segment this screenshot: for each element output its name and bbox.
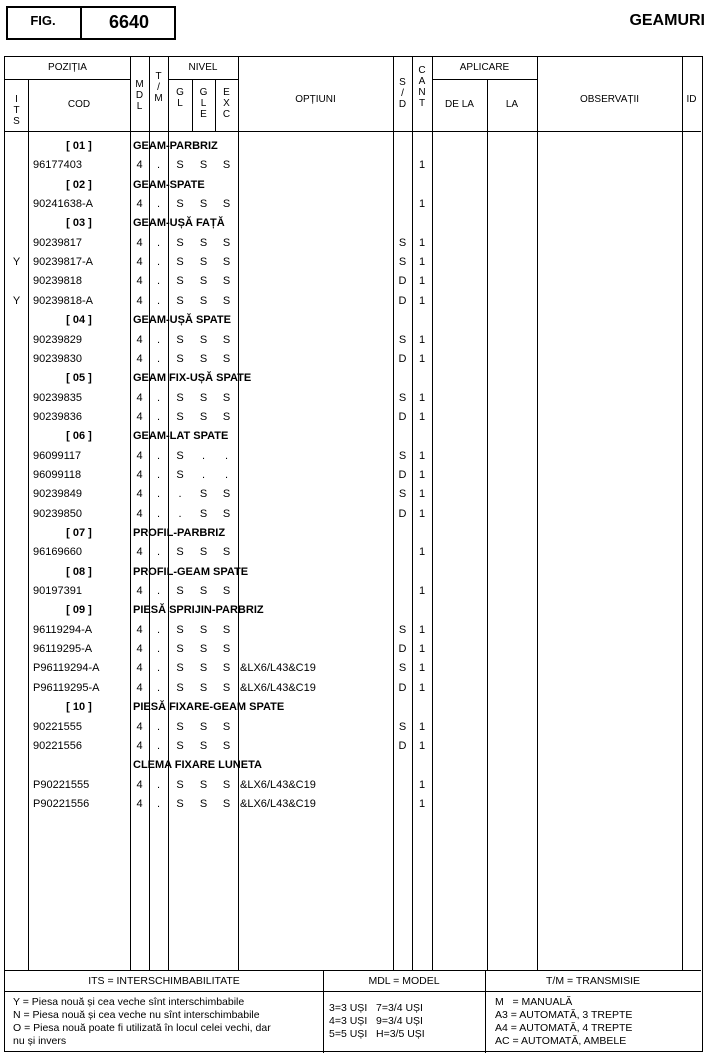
gl-cell: S <box>176 449 184 462</box>
gl-cell: S <box>176 546 184 559</box>
cant-cell: 1 <box>418 236 426 249</box>
header-its: I T S <box>13 94 20 127</box>
cod-cell: P90221556 <box>33 797 90 810</box>
mdl-cell: 4 <box>136 449 143 462</box>
gle-cell: S <box>199 352 208 365</box>
cod-cell: 90221556 <box>33 739 82 752</box>
mdl-cell: 4 <box>136 159 143 172</box>
group-title: GEAM-LAT SPATE <box>133 430 229 443</box>
header-la: LA <box>505 99 519 110</box>
its-cell: Y <box>12 256 21 269</box>
optiuni-cell: &LX6/L43&C19 <box>240 797 316 810</box>
cod-cell: 90239829 <box>33 333 82 346</box>
cod-cell: 90239817-A <box>33 256 93 269</box>
mdl-cell: 4 <box>136 585 143 598</box>
sd-cell: S <box>398 391 407 404</box>
tm-cell: . <box>156 198 161 211</box>
cant-cell: 1 <box>418 159 426 172</box>
sd-cell: D <box>398 739 407 752</box>
sd-cell: S <box>398 623 407 636</box>
group-title: CLEMA FIXARE LUNETA <box>133 759 262 772</box>
tm-cell: . <box>156 275 161 288</box>
mdl-cell: 4 <box>136 739 143 752</box>
sd-cell: D <box>398 643 407 656</box>
sd-cell: S <box>398 662 407 675</box>
tm-cell: . <box>156 391 161 404</box>
cod-cell: 90197391 <box>33 585 82 598</box>
tm-cell: . <box>156 720 161 733</box>
exc-cell: S <box>222 643 231 656</box>
group-title: PROFIL-GEAM SPATE <box>133 565 249 578</box>
cant-cell: 1 <box>418 681 426 694</box>
tm-cell: . <box>156 546 161 559</box>
cod-cell: P90221555 <box>33 778 90 791</box>
legend-mdl-line: 3=3 UȘI 7=3/4 UȘI <box>329 1002 423 1014</box>
gl-cell: S <box>176 739 184 752</box>
optiuni-cell: &LX6/L43&C19 <box>240 681 316 694</box>
sd-cell: D <box>398 468 407 481</box>
cant-cell: 1 <box>418 449 426 462</box>
gl-cell: S <box>176 585 184 598</box>
gl-cell: S <box>176 797 184 810</box>
tm-cell: . <box>156 294 161 307</box>
exc-cell: S <box>222 507 231 520</box>
header-observatii: OBSERVAȚII <box>579 94 640 105</box>
mdl-cell: 4 <box>136 797 143 810</box>
optiuni-cell: &LX6/L43&C19 <box>240 778 316 791</box>
mdl-cell: 4 <box>136 352 143 365</box>
sd-cell: S <box>398 488 407 501</box>
cant-cell: 1 <box>418 778 426 791</box>
legend-mdl-title: MDL = MODEL <box>368 975 440 987</box>
tm-cell: . <box>156 410 161 423</box>
gle-cell: S <box>199 546 208 559</box>
tm-cell: . <box>156 662 161 675</box>
gle-cell: S <box>199 391 208 404</box>
gle-cell: . <box>201 449 206 462</box>
exc-cell: . <box>224 449 229 462</box>
tm-cell: . <box>156 507 161 520</box>
cod-cell: 96177403 <box>33 159 82 172</box>
group-title: PIESĂ FIXARE-GEAM SPATE <box>133 701 285 714</box>
gl-cell: S <box>176 410 184 423</box>
gle-cell: S <box>199 778 208 791</box>
legend-tm-title: T/M = TRANSMISIE <box>545 975 641 987</box>
gl-cell: S <box>176 468 184 481</box>
gl-cell: S <box>176 294 184 307</box>
tm-cell: . <box>156 333 161 346</box>
legend-tm-line: A3 = AUTOMATĂ, 3 TREPTE <box>495 1009 633 1021</box>
gle-cell: S <box>199 720 208 733</box>
group-code: [ 02 ] <box>66 178 92 191</box>
sd-cell: D <box>398 507 407 520</box>
gle-cell: S <box>199 488 208 501</box>
cant-cell: 1 <box>418 198 426 211</box>
exc-cell: S <box>222 198 231 211</box>
legend-tm-line: A4 = AUTOMATĂ, 4 TREPTE <box>495 1022 633 1034</box>
group-code: [ 09 ] <box>66 604 92 617</box>
optiuni-cell: &LX6/L43&C19 <box>240 662 316 675</box>
exc-cell: S <box>222 256 231 269</box>
legend-mdl-line: 5=5 UȘI H=3/5 UȘI <box>329 1028 425 1040</box>
gle-cell: S <box>199 507 208 520</box>
tm-cell: . <box>156 159 161 172</box>
gle-cell: S <box>199 236 208 249</box>
group-code: [ 01 ] <box>66 140 92 152</box>
gl-cell: S <box>176 198 184 211</box>
cod-cell: 90221555 <box>33 720 82 733</box>
figure-number: 6640 <box>108 12 150 32</box>
header-optiuni: OPȚIUNI <box>295 94 336 105</box>
mdl-cell: 4 <box>136 256 143 269</box>
gle-cell: S <box>199 256 208 269</box>
cant-cell: 1 <box>418 585 426 598</box>
gl-cell: S <box>176 275 184 288</box>
tm-cell: . <box>156 797 161 810</box>
gl-cell: S <box>176 256 184 269</box>
mdl-cell: 4 <box>136 778 143 791</box>
cant-cell: 1 <box>418 391 426 404</box>
gle-cell: S <box>199 797 208 810</box>
exc-cell: . <box>224 468 229 481</box>
its-cell: Y <box>12 294 21 307</box>
tm-cell: . <box>156 585 161 598</box>
sd-cell: S <box>398 236 407 249</box>
cod-cell: 96169660 <box>33 546 82 559</box>
parts-table <box>4 56 703 1052</box>
cod-cell: 90239849 <box>33 488 82 501</box>
cant-cell: 1 <box>418 333 426 346</box>
cant-cell: 1 <box>418 797 426 810</box>
gl-cell: S <box>176 778 184 791</box>
mdl-cell: 4 <box>136 546 143 559</box>
mdl-cell: 4 <box>136 468 143 481</box>
cant-cell: 1 <box>418 352 426 365</box>
gle-cell: S <box>199 294 208 307</box>
cant-cell: 1 <box>418 662 426 675</box>
group-title: GEAM-PARBRIZ <box>133 140 218 152</box>
legend-mdl-line: 4=3 UȘI 9=3/4 UȘI <box>329 1015 423 1027</box>
gle-cell: S <box>199 333 208 346</box>
gle-cell: . <box>201 468 206 481</box>
exc-cell: S <box>222 546 231 559</box>
cod-cell: 96099117 <box>33 449 82 462</box>
header-gle: G L E <box>199 87 208 120</box>
exc-cell: S <box>222 352 231 365</box>
header-aplicare: APLICARE <box>459 62 510 73</box>
cod-cell: 90239817 <box>33 236 82 249</box>
cant-cell: 1 <box>418 546 426 559</box>
legend-its-title: ITS = INTERSCHIMBABILITATE <box>88 975 240 987</box>
cod-cell: 90239850 <box>33 507 82 520</box>
gl-cell: S <box>176 643 184 656</box>
mdl-cell: 4 <box>136 198 143 211</box>
group-title: PROFIL-PARBRIZ <box>133 527 226 539</box>
cod-cell: 96099118 <box>33 468 82 481</box>
header-tm: T / M <box>154 71 163 104</box>
cant-cell: 1 <box>418 275 426 288</box>
gle-cell: S <box>199 159 208 172</box>
exc-cell: S <box>222 488 231 501</box>
gle-cell: S <box>199 739 208 752</box>
gl-cell: S <box>176 333 184 346</box>
exc-cell: S <box>222 720 231 733</box>
sd-cell: S <box>398 333 407 346</box>
gl-cell: S <box>176 236 184 249</box>
mdl-cell: 4 <box>136 275 143 288</box>
mdl-cell: 4 <box>136 623 143 636</box>
cod-cell: 96119295-A <box>33 643 93 656</box>
cod-cell: 90239836 <box>33 410 82 423</box>
sd-cell: D <box>398 681 407 694</box>
header-gl: G L <box>176 87 184 109</box>
group-code: [ 04 ] <box>66 314 92 327</box>
mdl-cell: 4 <box>136 410 143 423</box>
legend-its-line: O = Piesa nouă poate fi utilizată în locul celei vechi, dar <box>13 1022 271 1034</box>
mdl-cell: 4 <box>136 488 143 501</box>
exc-cell: S <box>222 391 231 404</box>
gle-cell: S <box>199 198 208 211</box>
mdl-cell: 4 <box>136 294 143 307</box>
tm-cell: . <box>156 643 161 656</box>
header-mdl: M D L <box>135 79 144 112</box>
gle-cell: S <box>199 662 208 675</box>
tm-cell: . <box>156 449 161 462</box>
header-cant: C A N T <box>418 65 426 109</box>
legend-tm-line: M = MANUALĂ <box>495 996 573 1008</box>
exc-cell: S <box>222 585 231 598</box>
cod-cell: 90239835 <box>33 391 82 404</box>
gl-cell: S <box>176 623 184 636</box>
gl-cell: S <box>176 391 184 404</box>
cant-cell: 1 <box>418 507 426 520</box>
cant-cell: 1 <box>418 468 426 481</box>
exc-cell: S <box>222 797 231 810</box>
gl-cell: . <box>178 507 182 520</box>
cant-cell: 1 <box>418 739 426 752</box>
exc-cell: S <box>222 623 231 636</box>
tm-cell: . <box>156 236 161 249</box>
group-code: [ 03 ] <box>66 217 92 230</box>
gl-cell: . <box>178 488 182 501</box>
header-cod: COD <box>67 99 91 110</box>
tm-cell: . <box>156 352 161 365</box>
tm-cell: . <box>156 681 161 694</box>
exc-cell: S <box>222 333 231 346</box>
cant-cell: 1 <box>418 256 426 269</box>
group-code: [ 06 ] <box>66 430 92 443</box>
mdl-cell: 4 <box>136 643 143 656</box>
cod-cell: 90239818 <box>33 275 82 288</box>
exc-cell: S <box>222 739 231 752</box>
sd-cell: S <box>398 720 407 733</box>
group-title: PIESĂ SPRIJIN-PARBRIZ <box>133 604 264 617</box>
sd-cell: D <box>398 352 407 365</box>
cod-cell: 90239830 <box>33 352 82 365</box>
gl-cell: S <box>176 159 184 172</box>
group-code: [ 08 ] <box>66 565 92 578</box>
gle-cell: S <box>199 681 208 694</box>
sd-cell: D <box>398 410 407 423</box>
header-nivel: NIVEL <box>188 62 218 73</box>
tm-cell: . <box>156 623 161 636</box>
cant-cell: 1 <box>418 643 426 656</box>
gl-cell: S <box>176 681 184 694</box>
exc-cell: S <box>222 410 231 423</box>
tm-cell: . <box>156 256 161 269</box>
cant-cell: 1 <box>418 294 426 307</box>
cant-cell: 1 <box>418 488 426 501</box>
exc-cell: S <box>222 159 231 172</box>
header-pozitia: POZIȚIA <box>48 62 87 73</box>
gle-cell: S <box>199 410 208 423</box>
exc-cell: S <box>222 778 231 791</box>
sd-cell: S <box>398 449 407 462</box>
group-title: GEAM-UȘĂ FAȚĂ <box>133 217 225 230</box>
cod-cell: 96119294-A <box>33 623 93 636</box>
gl-cell: S <box>176 662 184 675</box>
tm-cell: . <box>156 739 161 752</box>
legend-its-line: nu și invers <box>13 1035 67 1047</box>
gle-cell: S <box>199 643 208 656</box>
exc-cell: S <box>222 236 231 249</box>
tm-cell: . <box>156 468 161 481</box>
cant-cell: 1 <box>418 720 426 733</box>
mdl-cell: 4 <box>136 236 143 249</box>
sd-cell: D <box>398 275 407 288</box>
mdl-cell: 4 <box>136 720 143 733</box>
mdl-cell: 4 <box>136 662 143 675</box>
gle-cell: S <box>199 585 208 598</box>
cod-cell: P96119294-A <box>33 662 100 675</box>
sd-cell: D <box>398 294 407 307</box>
legend-its-line: Y = Piesa nouă și cea veche sînt interschimbabile <box>13 996 245 1008</box>
figure-label: FIG. <box>6 6 82 40</box>
cant-cell: 1 <box>418 623 426 636</box>
gle-cell: S <box>199 623 208 636</box>
group-code: [ 10 ] <box>66 701 92 714</box>
tm-cell: . <box>156 778 161 791</box>
exc-cell: S <box>222 681 231 694</box>
mdl-cell: 4 <box>136 391 143 404</box>
mdl-cell: 4 <box>136 333 143 346</box>
exc-cell: S <box>222 662 231 675</box>
mdl-cell: 4 <box>136 507 143 520</box>
exc-cell: S <box>222 294 231 307</box>
cod-cell: 90239818-A <box>33 294 93 307</box>
legend-tm-line: AC = AUTOMATĂ, AMBELE <box>495 1035 627 1047</box>
mdl-cell: 4 <box>136 681 143 694</box>
group-code: [ 07 ] <box>66 527 92 539</box>
group-code: [ 05 ] <box>66 372 92 385</box>
cant-cell: 1 <box>418 410 426 423</box>
cod-cell: 90241638-A <box>33 198 93 211</box>
tm-cell: . <box>156 488 161 501</box>
page-title: GEAMURI <box>629 12 705 29</box>
gl-cell: S <box>176 720 184 733</box>
group-title: GEAM-SPATE <box>133 178 205 191</box>
gle-cell: S <box>199 275 208 288</box>
group-title: GEAM FIX-UȘĂ SPATE <box>133 372 252 385</box>
gl-cell: S <box>176 352 184 365</box>
header-de-la: DE LA <box>445 99 474 110</box>
header-exc: E X C <box>222 87 231 120</box>
header-id: ID <box>686 94 697 105</box>
legend-its-line: N = Piesa nouă și cea veche nu sînt interschimbabile <box>13 1009 260 1021</box>
exc-cell: S <box>222 275 231 288</box>
group-title: GEAM-UȘĂ SPATE <box>133 314 231 327</box>
sd-cell: S <box>398 256 407 269</box>
header-sd: S / D <box>398 77 407 110</box>
cod-cell: P96119295-A <box>33 681 100 694</box>
